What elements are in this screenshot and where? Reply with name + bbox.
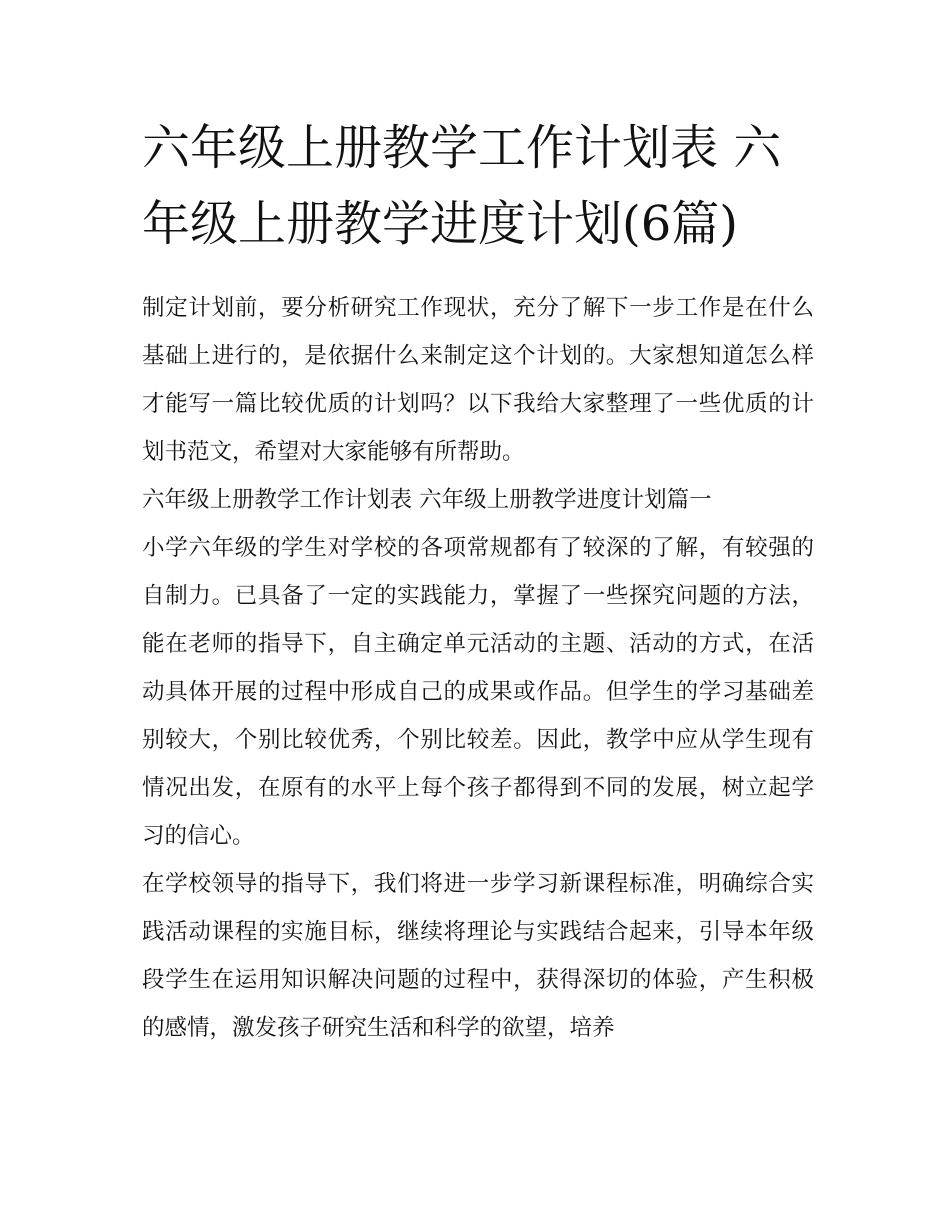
section-heading: 六年级上册教学工作计划表 六年级上册教学进度计划篇一	[142, 487, 712, 513]
document-page	[142, 110, 814, 1052]
body-paragraph-1: 小学六年级的学生对学校的各项常规都有了较深的了解，有较强的自制力。已具备了一定的实践能力，掌握了一些探究问题的方法，能在老师的指导下，自主确定单元活动的主题、活动的方式，在活动具体开展的过程中形成自己的成果或作品。但学生的学习基础差别较大，个别比较优秀，个别比较差。因此，教学中应从学生现有情况出发，在原有的水平上每个孩子都得到不同的发展，树立起学习的信心。	[142, 535, 814, 849]
intro-paragraph: 制定计划前，要分析研究工作现状，充分了解下一步工作是在什么基础上进行的，是依据什么来制定这个计划的。大家想知道怎么样才能写一篇比较优质的计划吗？以下我给大家整理了一些优质的计划书范文，希望对大家能够有所帮助。	[142, 295, 814, 465]
document-title: 六年级上册教学工作计划表 六年级上册教学进度计划(6篇)	[142, 120, 782, 252]
body-paragraph-2: 在学校领导的指导下，我们将进一步学习新课程标准，明确综合实践活动课程的实施目标，继续将理论与实践结合起来，引导本年级段学生在运用知识解决问题的过程中，获得深切的体验，产生积极的感情，激发孩子研究生活和科学的欲望，培养	[142, 871, 814, 1041]
